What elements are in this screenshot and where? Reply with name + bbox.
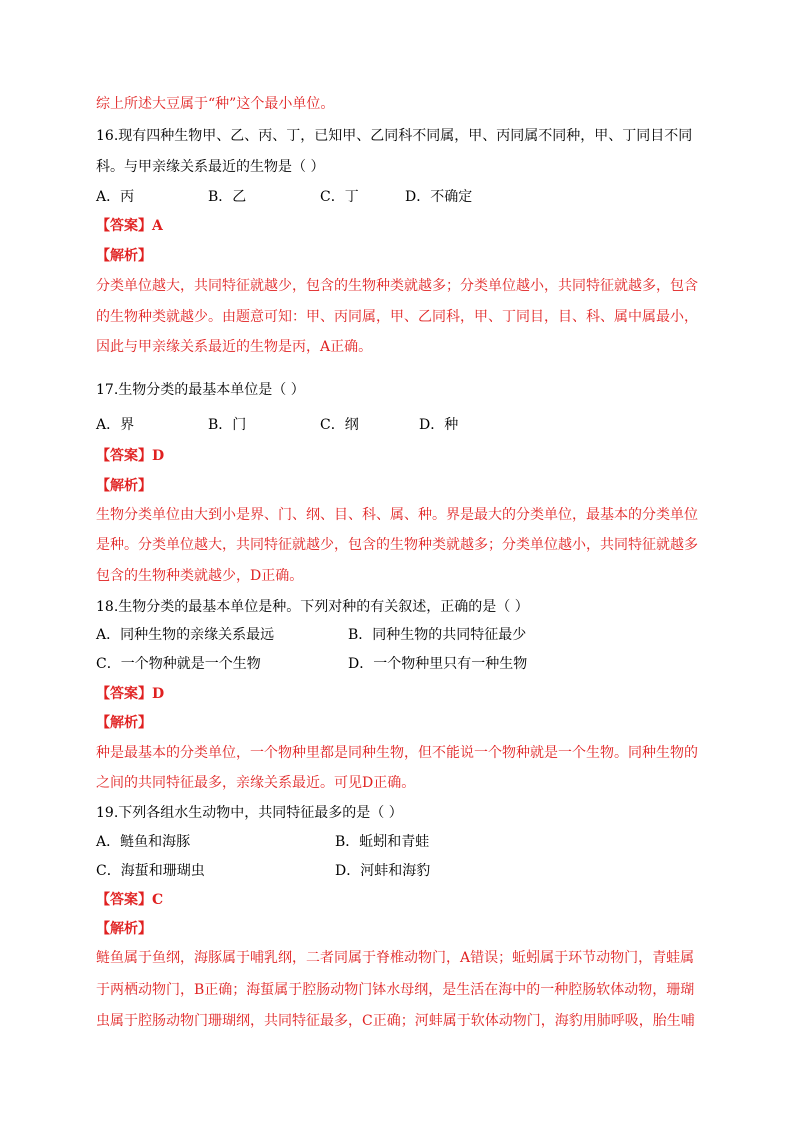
q18-answer: 【答案】D [96,686,165,702]
q17-analysis-label: 【解析】 [96,478,152,494]
q19-analysis-line3: 虫属于腔肠动物门珊瑚纲，共同特征最多，C正确；河蚌属于软体动物门，海豹用肺呼吸，胎生哺 [96,1013,695,1029]
q16-option-c: C．丁 [320,189,359,205]
q17-answer: 【答案】D [96,448,165,464]
q19-analysis-line1: 鲢鱼属于鱼纲，海豚属于哺乳纲，二者同属于脊椎动物门，A错误；蚯蚓属于环节动物门，青蛙属 [96,950,695,966]
q19-answer: 【答案】C [96,892,164,908]
q18-stem: 18.生物分类的最基本单位是种。下列对种的有关叙述，正确的是（ ） [96,599,529,615]
q16-analysis-label: 【解析】 [96,248,152,264]
q18-analysis-line2: 之间的共同特征最多，亲缘关系最近。可见D正确。 [96,775,416,791]
q17-option-b: B．门 [208,417,247,433]
q16-option-b: B．乙 [208,189,247,205]
q19-option-a: A．鲢鱼和海豚 [96,834,191,850]
q18-option-c: C．一个物种就是一个生物 [96,656,261,672]
q18-option-d: D．一个物种里只有一种生物 [348,656,528,672]
q17-analysis-line3: 包含的生物种类就越少，D正确。 [96,568,304,584]
q16-option-d: D．不确定 [405,189,473,205]
q19-option-c: C．海蜇和珊瑚虫 [96,863,205,879]
q16-option-a: A．丙 [96,189,135,205]
q19-stem: 19.下列各组水生动物中，共同特征最多的是（ ） [96,805,403,821]
q19-option-b: B．蚯蚓和青蛙 [335,834,430,850]
q19-analysis-line2: 于两栖动物门，B正确；海蜇属于腔肠动物门钵水母纲，是生活在海中的一种腔肠软体动物，珊瑚 [96,982,695,998]
q16-analysis-line2: 的生物种类就越少。由题意可知：甲、丙同属，甲、乙同科，甲、丁同目，目、科、属中属最小， [96,309,698,325]
q17-option-d: D．种 [419,417,459,433]
q16-stem-line2: 科。与甲亲缘关系最近的生物是（ ） [96,159,325,175]
q19-option-d: D．河蚌和海豹 [335,863,431,879]
q18-option-a: A．同种生物的亲缘关系最远 [96,627,275,643]
q19-analysis-label: 【解析】 [96,921,152,937]
q17-option-a: A．界 [96,417,135,433]
q17-stem: 17.生物分类的最基本单位是（ ） [96,382,305,398]
q16-stem-line1: 16.现有四种生物甲、乙、丙、丁，已知甲、乙同科不同属，甲、丙同属不同种，甲、丁同目不同 [96,128,693,144]
q18-option-b: B．同种生物的共同特征最少 [348,627,527,643]
q16-answer: 【答案】A [96,218,163,234]
q16-analysis-line3: 因此与甲亲缘关系最近的生物是丙，A正确。 [96,339,373,355]
q17-option-c: C．纲 [320,417,359,433]
intro-conclusion: 综上所述大豆属于“种”这个最小单位。 [96,96,335,112]
q16-analysis-line1: 分类单位越大，共同特征就越少，包含的生物种类就越多；分类单位越小，共同特征就越多，包含 [96,278,698,294]
q18-analysis-label: 【解析】 [96,715,152,731]
q17-analysis-line2: 是种。分类单位越大，共同特征就越少，包含的生物种类就越多；分类单位越小，共同特征就越多 [96,537,698,553]
q17-analysis-line1: 生物分类单位由大到小是界、门、纲、目、科、属、种。界是最大的分类单位，最基本的分类单位 [96,507,698,523]
q18-analysis-line1: 种是最基本的分类单位，一个物种里都是同种生物，但不能说一个物种就是一个生物。同种生物的 [96,745,698,761]
